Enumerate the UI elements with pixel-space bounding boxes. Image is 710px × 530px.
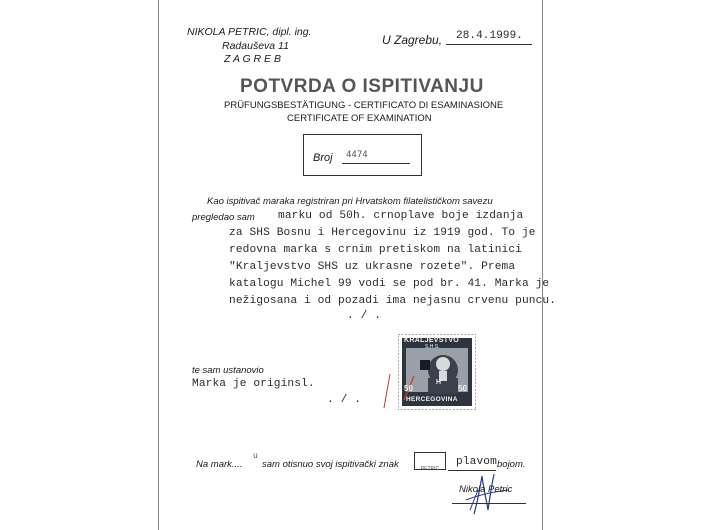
description-line-4: "Kraljevstvo SHS uz ukrasne rozete". Prema (229, 261, 516, 273)
place-label: U Zagrebu, (382, 33, 443, 47)
stamp-top-text: KRALJEVSTVO (404, 337, 460, 344)
footer-text (196, 459, 242, 470)
certificate-number-box (303, 134, 422, 176)
description-line-3: redovna marka s crnim pretiskom na latinici (229, 244, 522, 256)
examiner-header (187, 26, 312, 38)
stamp-h: H (436, 379, 442, 386)
examiner-street: Radauševa 11 (222, 40, 289, 52)
body-separator: . / . (347, 310, 382, 322)
footer-dots: .... (231, 459, 243, 470)
footer-part-2: sam otisnuo svoj ispitivački znak (262, 459, 399, 470)
footer-part-1: Na mark (196, 459, 232, 470)
description-line-2: za SHS Bosnu i Hercegovinu iz 1919 god. To je (229, 227, 536, 239)
signature-name: Nikola Petric (459, 484, 513, 495)
page-edge-left (158, 0, 159, 530)
description-line-6: nežigosana i od pozadi ima nejasnu crvenu puncu. (229, 295, 557, 307)
intro-text: Kao ispitivač maraka registriran pri Hrvatskom filatelističkom savezu (207, 196, 493, 207)
examined-label: pregledao sam (192, 212, 255, 223)
description-line-5: katalogu Michel 99 vodi se pod br. 41. Marka je (229, 278, 550, 290)
signature-underline (452, 503, 526, 504)
stamp-value-right: 50 (458, 384, 467, 393)
footer-handwritten-u: u (253, 451, 258, 460)
examiner-city: Z A G R E B (224, 53, 281, 65)
issue-date: 28.4.1999. (456, 30, 524, 42)
finding-label: te sam ustanovio (192, 365, 264, 376)
stamp-value-left: 50 (404, 384, 413, 393)
examiner-name: NIKOLA PETRIC, (187, 26, 270, 38)
ink-color: plavom (456, 456, 497, 468)
finding-separator: . / . (327, 394, 362, 406)
stamp-image (398, 334, 476, 410)
page-edge-right (542, 0, 543, 530)
stamp-bottom-text: HERCEGOVINA (406, 396, 458, 403)
footer-part-3: bojom. (497, 459, 526, 470)
number-label: Broj (313, 152, 333, 164)
number-underline (342, 163, 410, 164)
certificate-title: POTVRDA O ISPITIVANJU (240, 76, 484, 97)
examiner-mark-box (414, 452, 446, 470)
description-line-1: marku od 50h. crnoplave boje izdanja (278, 210, 524, 222)
certificate-number: 4474 (346, 150, 368, 160)
examiner-degree: dipl. ing. (272, 26, 312, 38)
certificate-subtitle-de-it: PRÜFUNGSBESTÄTIGUNG - CERTIFICATO DI ESAMINASIONE (224, 100, 504, 111)
certificate-subtitle-en: CERTIFICATE OF EXAMINATION (287, 113, 432, 124)
finding-text: Marka je originsl. (192, 378, 315, 390)
date-underline (446, 44, 532, 45)
stamp-top-text-2: S.H.S. (425, 344, 440, 350)
examiner-mark: PETRIC (420, 466, 440, 472)
red-check-mark (380, 370, 400, 410)
